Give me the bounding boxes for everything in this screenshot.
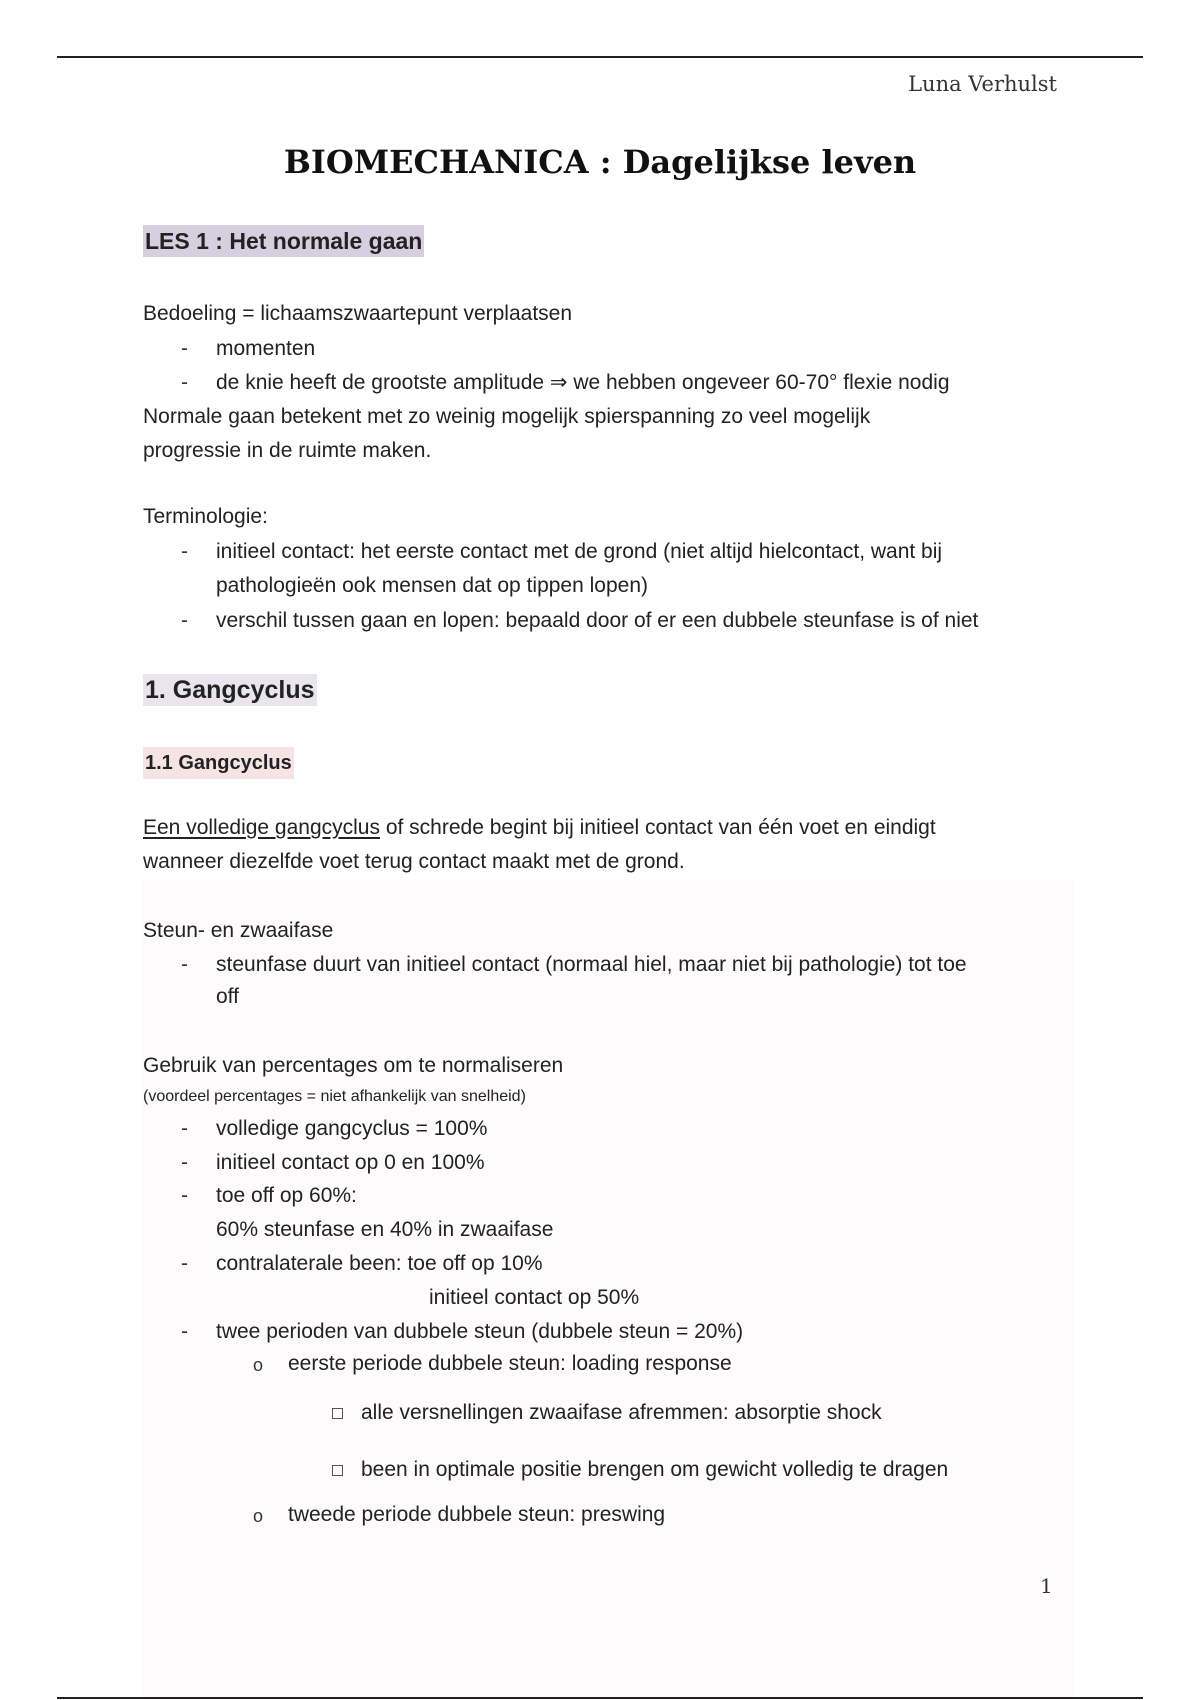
percent-bullet-4-line-2: initieel contact op 50%: [429, 1286, 640, 1309]
bullet-dash: -: [181, 540, 188, 563]
terminology-bullet-1-line-1: initieel contact: het eerste contact met de grond (niet altijd hielcontact, want bij: [216, 540, 943, 563]
percent-bullet-3-line-1: toe off op 60%:: [216, 1184, 357, 1207]
percent-bullet-5: twee perioden van dubbele steun (dubbele steun = 20%): [216, 1320, 744, 1343]
bullet-dash: -: [181, 371, 188, 394]
section-1-heading: 1. Gangcyclus: [145, 676, 315, 704]
percentages-note: (voordeel percentages = niet afhankelijk van snelheid): [143, 1088, 526, 1105]
bullet-circle: o: [253, 1355, 264, 1375]
phases-bullet-line-1: steunfase duurt van initieel contact (normaal hiel, maar niet bij pathologie) tot toe: [216, 953, 967, 976]
phases-bullet-line-2: off: [216, 985, 239, 1008]
bullet-dash: -: [181, 1252, 188, 1275]
intro-bullet-1: momenten: [216, 337, 316, 360]
bullet-dash: -: [181, 1151, 188, 1174]
definition-underlined: Een volledige gangcyclus: [143, 816, 380, 839]
definition-line-2: wanneer diezelfde voet terug contact maakt met de grond.: [143, 850, 685, 873]
percent-bullet-1: volledige gangcyclus = 100%: [216, 1117, 488, 1140]
percent-bullet-2: initieel contact op 0 en 100%: [216, 1151, 485, 1174]
bullet-dash: -: [181, 953, 188, 976]
intro-bullet-2: de knie heeft de grootste amplitude ⇒ we hebben ongeveer 60-70° flexie nodig: [216, 371, 950, 394]
definition-line-1: [143, 814, 936, 842]
terminology-bullet-1-line-2: pathologieën ook mensen dat op tippen lopen): [216, 574, 648, 597]
bullet-dash: -: [181, 609, 188, 632]
normal-gait-line-2: progressie in de ruimte maken.: [143, 439, 432, 462]
footer-rule: [57, 1697, 1143, 1699]
section-1-1-heading: 1.1 Gangcyclus: [143, 747, 294, 779]
percentages-label: Gebruik van percentages om te normaliseren: [143, 1054, 564, 1077]
normal-gait-line-1: Normale gaan betekent met zo weinig mogelijk spierspanning zo veel mogelijk: [143, 405, 871, 428]
sub-sub-bullet-absorption: alle versnellingen zwaaifase afremmen: absorptie shock: [361, 1401, 882, 1424]
document-title: BIOMECHANICA : Dagelijkse leven: [283, 143, 917, 181]
square-bullet-icon: [332, 1465, 343, 1476]
bullet-circle: o: [253, 1506, 264, 1526]
terminology-bullet-2: verschil tussen gaan en lopen: bepaald door of er een dubbele steunfase is of niet: [216, 609, 979, 632]
percent-bullet-4-line-1: contralaterale been: toe off op 10%: [216, 1252, 543, 1275]
definition-rest: of schrede begint bij initieel contact van één voet en eindigt: [380, 816, 936, 839]
sub-bullet-loading-response: eerste periode dubbele steun: loading response: [288, 1352, 732, 1375]
header-rule: [57, 56, 1143, 58]
sub-bullet-preswing: tweede periode dubbele steun: preswing: [288, 1503, 666, 1526]
bullet-dash: -: [181, 1117, 188, 1140]
bullet-dash: -: [181, 337, 188, 360]
square-bullet-icon: [332, 1408, 343, 1419]
percent-bullet-3-line-2: 60% steunfase en 40% in zwaaifase: [216, 1218, 554, 1241]
sub-sub-bullet-positioning: been in optimale positie brengen om gewicht volledig te dragen: [361, 1458, 949, 1481]
bullet-dash: -: [181, 1320, 188, 1343]
phases-label: Steun- en zwaaifase: [143, 919, 334, 942]
bullet-dash: -: [181, 1184, 188, 1207]
page-number: 1: [1040, 1574, 1053, 1598]
terminology-label: Terminologie:: [143, 505, 268, 528]
author-name: Luna Verhulst: [908, 72, 1057, 96]
lesson-heading: LES 1 : Het normale gaan: [143, 225, 424, 257]
purpose-line: Bedoeling = lichaamszwaartepunt verplaatsen: [143, 302, 573, 325]
